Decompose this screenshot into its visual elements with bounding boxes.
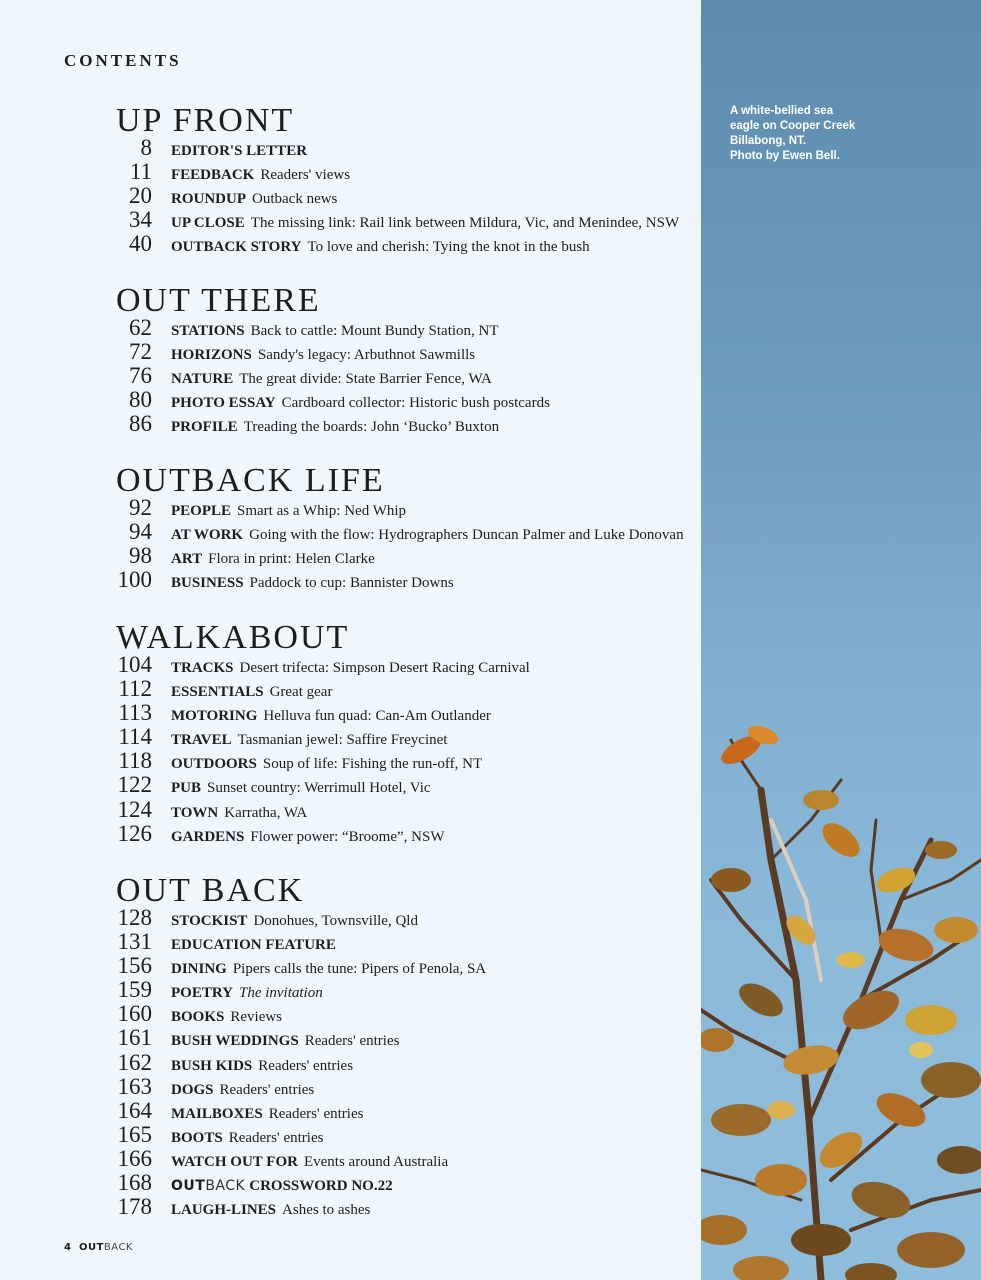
entry-label: PHOTO ESSAY	[171, 395, 276, 412]
entry-label: OUTBACK STORY	[171, 239, 302, 256]
entry-label: PUB	[171, 780, 201, 797]
page-number: 11	[129, 159, 152, 185]
entry-text	[171, 1080, 314, 1100]
entry-text	[171, 1128, 323, 1148]
entry-label: DINING	[171, 961, 227, 978]
page-number: 113	[118, 700, 152, 726]
section-title: OUT THERE	[116, 282, 321, 319]
page-number: 94	[129, 519, 152, 545]
entry-description: Events around Australia	[303, 1153, 449, 1170]
caption-line: Billabong, NT.	[730, 135, 807, 147]
entry-text	[171, 706, 491, 726]
entry-text	[171, 959, 486, 979]
page-number: 20	[129, 183, 152, 209]
entry-label: MOTORING	[171, 708, 258, 725]
page-number: 92	[129, 495, 152, 520]
toc-entry[interactable]	[116, 567, 454, 594]
page-footer	[64, 1242, 133, 1253]
page-number: 80	[129, 387, 152, 413]
entry-text	[171, 983, 323, 1003]
entry-description: Back to cattle: Mount Bundy Station, NT	[250, 323, 499, 339]
entry-description: The missing link: Rail link between Mildura, Vic, and Menindee, NSW	[250, 215, 680, 232]
page-number: 163	[117, 1073, 152, 1099]
toc-section	[116, 282, 550, 438]
entry-text	[171, 730, 447, 750]
toc-section	[116, 619, 530, 848]
entry-label: BOOKS	[171, 1009, 225, 1026]
page-number: 165	[117, 1121, 152, 1147]
entry-text	[171, 682, 332, 702]
entry-description: Donohues, Townsville, Qld	[253, 913, 418, 929]
entry-description: Flower power: “Broome”, NSW	[250, 828, 445, 845]
page-number: 76	[129, 363, 152, 389]
entry-description: Readers' entries	[304, 1033, 400, 1050]
entry-text	[171, 393, 550, 413]
entry-description: Readers' views	[260, 167, 351, 184]
entry-text	[171, 658, 530, 678]
entry-description: Soup of life: Fishing the run-off, NT	[262, 756, 483, 773]
entry-label: CROSSWORD NO.22	[249, 1178, 393, 1195]
entry-text	[171, 935, 336, 955]
footer-logo-light: BACK	[103, 1242, 133, 1253]
entry-description: The invitation	[238, 985, 323, 1002]
page-number: 62	[129, 315, 152, 340]
page-number: 114	[118, 724, 152, 750]
entry-text	[171, 778, 431, 798]
entry-text	[171, 573, 454, 593]
toc-entry[interactable]	[116, 495, 407, 522]
entry-description: Readers' entries	[219, 1081, 315, 1098]
entry-text	[171, 165, 350, 185]
entry-description: Flora in print: Helen Clarke	[208, 551, 375, 568]
toc-entry[interactable]	[116, 1194, 371, 1221]
toc-section	[116, 102, 680, 258]
entry-text	[171, 369, 492, 389]
page-number: 160	[117, 1001, 152, 1027]
section-title: OUTBACK LIFE	[116, 462, 385, 499]
entry-label: ART	[171, 551, 203, 568]
entry-description: Tasmanian jewel: Saffire Freycinet	[237, 732, 448, 749]
page-number: 131	[117, 929, 152, 955]
toc-section	[116, 872, 487, 1221]
entry-label: WATCH OUT FOR	[171, 1153, 298, 1170]
entry-text	[171, 1007, 282, 1027]
toc-section	[116, 462, 684, 594]
entry-label: STOCKIST	[171, 913, 248, 929]
entry-label: DOGS	[171, 1081, 214, 1098]
entry-description: Readers' entries	[258, 1057, 354, 1074]
entry-label: TRACKS	[171, 660, 234, 676]
entry-text	[171, 237, 590, 257]
entry-label: PEOPLE	[171, 503, 232, 519]
toc-entry[interactable]	[116, 772, 431, 799]
page-number: 112	[118, 676, 152, 702]
page-number: 161	[117, 1025, 152, 1051]
entry-description: Sandy's legacy: Arbuthnot Sawmills	[257, 347, 476, 364]
page-number: 166	[117, 1145, 152, 1171]
entry-label: MAILBOXES	[171, 1105, 263, 1122]
entry-label: BUSINESS	[171, 575, 244, 592]
entry-text	[171, 1152, 448, 1172]
toc-entry[interactable]	[116, 519, 684, 546]
entry-label: LAUGH-LINES	[171, 1202, 277, 1219]
entry-label: EDUCATION FEATURE	[171, 937, 336, 954]
entry-text	[171, 1176, 393, 1196]
page-number: 126	[117, 820, 152, 846]
toc-entry[interactable]	[116, 1025, 400, 1052]
entry-text	[171, 501, 406, 521]
entry-label: POETRY	[171, 985, 233, 1002]
page-number: 156	[117, 953, 152, 979]
entry-text	[171, 1031, 399, 1051]
page-number: 159	[117, 977, 152, 1003]
entry-label: AT WORK	[171, 527, 244, 544]
entry-text	[171, 549, 375, 569]
caption-line: A white-bellied sea	[730, 105, 834, 117]
caption-line: Photo by Ewen Bell.	[730, 150, 840, 162]
entry-text	[171, 141, 307, 161]
section-title: UP FRONT	[116, 102, 295, 139]
page-number: 124	[117, 796, 152, 822]
entry-label: PROFILE	[171, 419, 238, 436]
page-number: 72	[129, 339, 152, 365]
entry-text	[171, 911, 418, 931]
entry-label: TOWN	[171, 804, 219, 821]
entry-description: Great gear	[269, 684, 333, 701]
toc-entry[interactable]	[116, 820, 445, 848]
entry-label: TRAVEL	[171, 732, 232, 749]
page-number: 118	[118, 748, 152, 774]
entry-label: ESSENTIALS	[171, 684, 264, 701]
entry-label: HORIZONS	[171, 347, 252, 364]
entry-description: To love and cherish: Tying the knot in the bush	[307, 239, 590, 256]
page-number: 162	[117, 1049, 152, 1075]
page-number: 100	[117, 567, 152, 593]
entry-label: UP CLOSE	[171, 215, 245, 232]
entry-description: Readers' entries	[228, 1129, 324, 1146]
page-number: 8	[140, 135, 152, 160]
entry-label: EDITOR'S LETTER	[171, 143, 308, 159]
entry-description: Cardboard collector: Historic bush postcards	[281, 395, 550, 412]
entry-label: STATIONS	[171, 323, 245, 339]
toc-entry[interactable]	[116, 411, 500, 438]
entry-text	[171, 189, 337, 209]
entry-text	[171, 321, 499, 341]
entry-text	[171, 525, 684, 545]
entry-description: Treading the boards: John ‘Bucko’ Buxton	[243, 419, 500, 436]
entry-description: Going with the flow: Hydrographers Duncan Palmer and Luke Donovan	[249, 527, 684, 544]
section-title: WALKABOUT	[116, 619, 350, 656]
entry-text	[171, 827, 444, 847]
entry-label: BUSH KIDS	[171, 1057, 253, 1074]
page-number: 128	[117, 905, 152, 930]
entry-label: OUTDOORS	[171, 756, 257, 773]
entry-text	[171, 213, 679, 233]
logo-bold: OUT	[171, 1178, 206, 1195]
page-number: 168	[117, 1170, 152, 1196]
page-number: 178	[117, 1194, 152, 1220]
entry-description: Smart as a Whip: Ned Whip	[237, 503, 407, 519]
page-number: 104	[117, 652, 152, 677]
entry-description: Desert trifecta: Simpson Desert Racing Carnival	[239, 660, 530, 676]
entry-text	[171, 417, 499, 437]
entry-text	[171, 1200, 370, 1220]
entry-label: ROUNDUP	[171, 191, 246, 208]
page-number: 122	[117, 772, 152, 798]
entry-text	[171, 754, 482, 774]
toc-entry[interactable]	[116, 543, 385, 570]
page-heading: CONTENTS	[64, 51, 182, 70]
page-number: 86	[129, 411, 152, 437]
page-number: 164	[117, 1097, 152, 1123]
entry-text	[171, 345, 475, 365]
tree-foliage-illustration	[701, 0, 981, 1280]
caption-line: eagle on Cooper Creek	[730, 120, 856, 132]
entry-label: FEEDBACK	[171, 167, 255, 184]
entry-text	[171, 1104, 363, 1124]
photo-caption	[730, 104, 880, 164]
entry-description: Karratha, WA	[224, 804, 308, 821]
entry-description: Readers' entries	[268, 1105, 364, 1122]
page-number: 98	[129, 543, 152, 569]
page-number: 34	[129, 207, 152, 233]
section-title: OUT BACK	[116, 872, 305, 909]
photo-sea-eagle-tree	[701, 0, 981, 1280]
logo-light: BACK	[205, 1178, 246, 1195]
entry-label: GARDENS	[171, 828, 245, 845]
toc-entry[interactable]	[116, 231, 590, 258]
entry-description: Outback news	[252, 191, 338, 208]
entry-label: BUSH WEDDINGS	[171, 1033, 299, 1050]
entry-description: Pipers calls the tune: Pipers of Penola, SA	[232, 961, 487, 978]
entry-description: The great divide: State Barrier Fence, WA	[239, 371, 492, 388]
folio-page-number: 4	[64, 1242, 71, 1253]
entry-description: Reviews	[230, 1009, 283, 1026]
entry-text	[171, 803, 307, 823]
entry-description: Helluva fun quad: Can-Am Outlander	[263, 708, 491, 725]
page-number: 40	[129, 231, 152, 257]
entry-description: Paddock to cup: Bannister Downs	[249, 575, 454, 592]
entry-text	[171, 1056, 353, 1076]
entry-label: BOOTS	[171, 1129, 223, 1146]
footer-logo-bold: OUT	[78, 1242, 104, 1253]
entry-label: NATURE	[171, 371, 234, 388]
entry-description: Ashes to ashes	[282, 1202, 371, 1219]
entry-description: Sunset country: Werrimull Hotel, Vic	[207, 780, 431, 797]
